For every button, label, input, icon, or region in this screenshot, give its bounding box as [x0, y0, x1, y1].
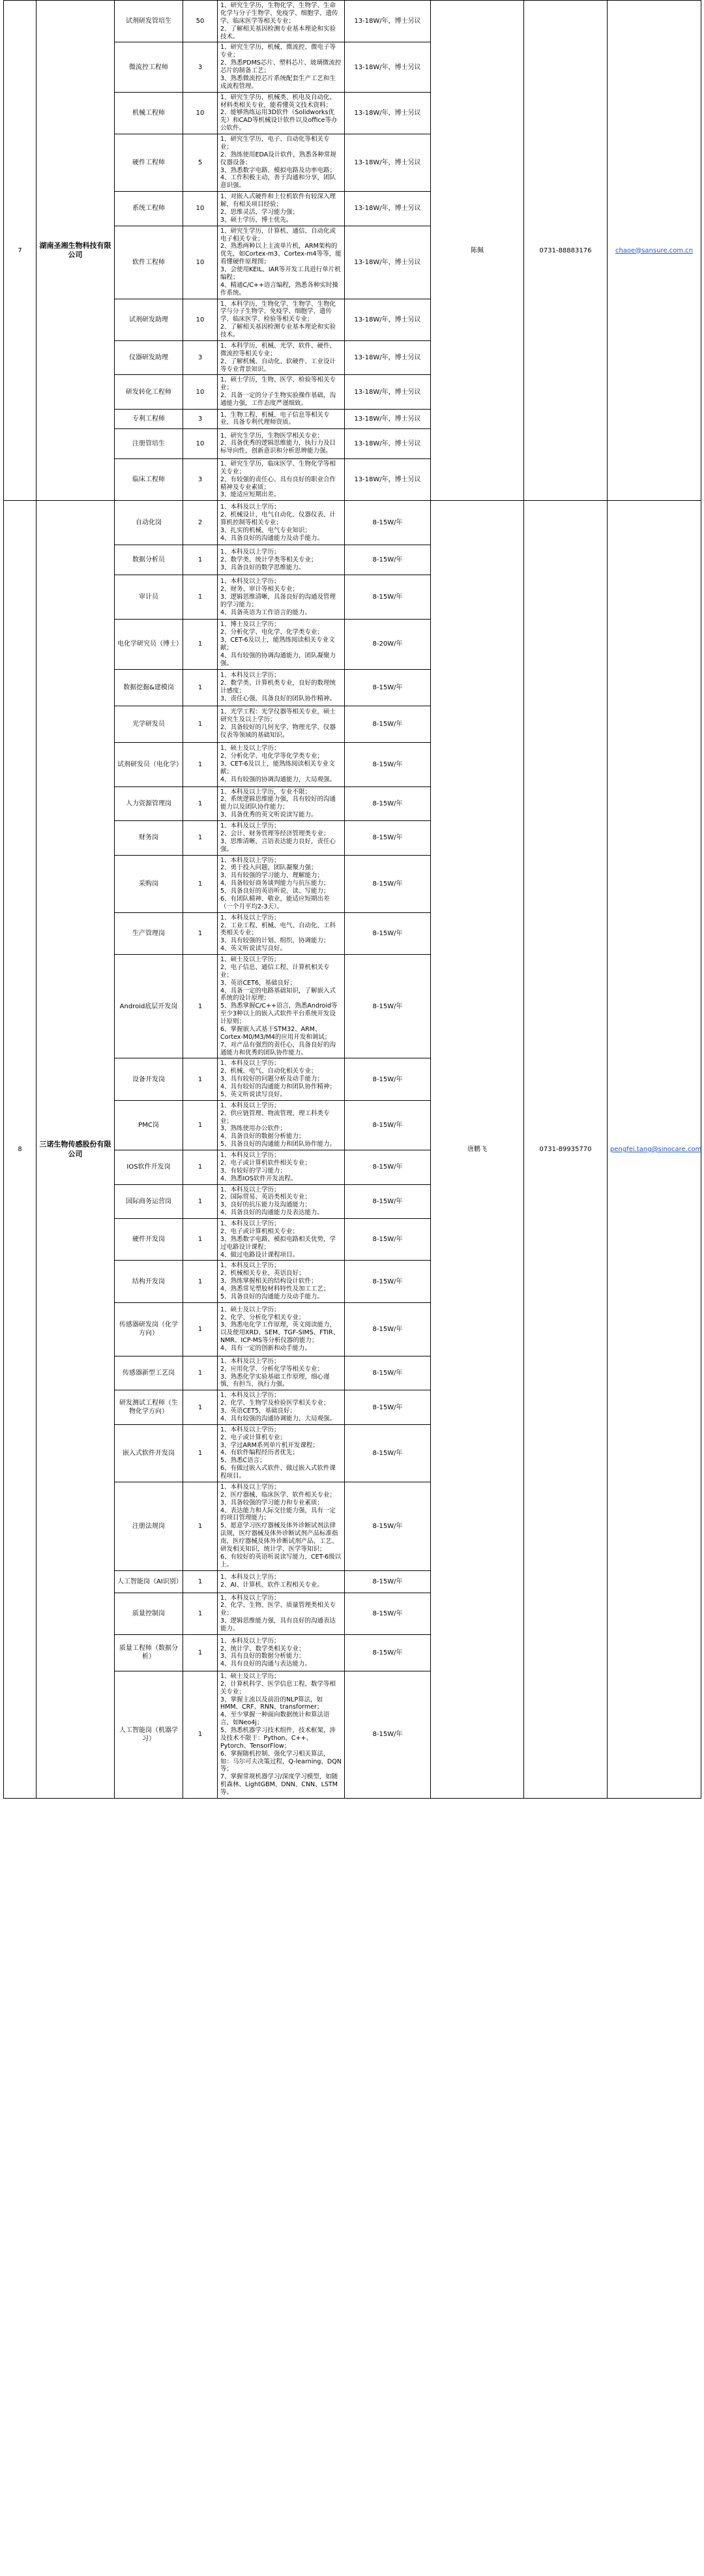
job-count: 1: [183, 1261, 218, 1302]
job-salary: 8-15W/年: [345, 1184, 431, 1219]
job-count: 50: [183, 1, 218, 42]
job-title: 数据分析员: [115, 545, 183, 575]
job-title: 临床工程师: [115, 458, 183, 500]
job-count: 3: [183, 409, 218, 428]
job-title: 微流控工程师: [115, 42, 183, 92]
job-salary: 8-15W/年: [345, 706, 431, 742]
job-requirements: 1、本科及以上学历，专业不限； 2、系统逻辑思维能力强，具有较好的沟通能力以及团队协作能力； 3、具备优秀的英文听说读写能力。: [218, 786, 345, 821]
job-count: 1: [183, 1424, 218, 1482]
job-count: 1: [183, 855, 218, 912]
job-requirements: 1、博士及以上学历； 2、分析化学、电化学、化学类专业； 3、CET-6及以上，能熟练阅读相关专业文献； 4、具有较强的协调沟通能力，团队凝聚力强。: [218, 620, 345, 669]
contact-phone: 0731-88883176: [524, 1, 608, 501]
job-requirements: 1、研究生学历，生物医学相关专业； 2、具备优秀的逻辑思维能力，执行力及目标导向性，创新意识和分析思辨能力强。: [218, 428, 345, 458]
job-count: 1: [183, 706, 218, 742]
job-requirements: 1、硕士学历，生物、医学、检验等相关专业； 2、具备一定的分子生物实验操作基础，沟通能力强，工作态度严谨细致。: [218, 375, 345, 410]
job-requirements: 1、研究生学历，电子、自动化等相关专业； 2、熟练使用EDA设计软件，熟悉各种常规仪器设备； 3、熟悉数字电路、模拟电路及功率电路； 4、工作积极主动，善于沟通和分享，团队意识强。: [218, 134, 345, 192]
job-count: 10: [183, 299, 218, 340]
job-count: 3: [183, 458, 218, 500]
job-title: 硬件工程师: [115, 134, 183, 192]
job-count: 1: [183, 1184, 218, 1219]
job-salary: 8-15W/年: [345, 1150, 431, 1185]
job-salary: 13-18W/年，博士另议: [345, 1, 431, 42]
job-salary: 13-18W/年，博士另议: [345, 92, 431, 134]
job-requirements: 1、研究生学历，计算机、通信、自动化或电子相关专业； 2、熟悉两种以上主流单片机，ARM架构的优先，如Cortex-m3、Cortex-m4等等，能看懂硬件原理图； 3、会使用KEIL、IAR等开发工具进行单片机编程； 4、精通C/C++语言编程，熟悉各种实时操作系统。: [218, 226, 345, 299]
job-salary: 8-15W/年: [345, 786, 431, 821]
job-requirements: 1、本科学历，机械、光学、软件、硬件、微流控等相关专业； 2、了解机械、自动化、软硬件、工业设计等专业背景知识。: [218, 340, 345, 375]
job-requirements: 1、研究生学历，机械、微流控、微电子等专业； 2、熟悉PDMS芯片、塑料芯片、玻璃微流控芯片的制备工艺； 3、熟悉微流控芯片系统配套生产工艺和生成流程管理。: [218, 42, 345, 92]
job-requirements: 1、本科及以上学历； 2、财务、审计等相关专业； 3、逻辑思维清晰，具备良好的沟通及管理的学习能力； 4、具备英语为工作语言的能力。: [218, 575, 345, 620]
job-requirements: 1、本科及以上学历； 2、供应链管理、物流管理、理工科类专业； 3、熟练使用办公软件； 4、具备良好的数据分析能力； 5、具备良好的沟通能力和团队协作能力。: [218, 1100, 345, 1150]
job-title: 研发测试工程师（生物化学方向）: [115, 1390, 183, 1425]
job-title: 人工智能岗（AI识别）: [115, 1570, 183, 1593]
job-title: IOS软件开发岗: [115, 1150, 183, 1185]
job-salary: 8-15W/年: [345, 1219, 431, 1261]
job-count: 1: [183, 545, 218, 575]
job-salary: 8-15W/年: [345, 1671, 431, 1798]
job-count: 1: [183, 821, 218, 856]
job-salary: 8-15W/年: [345, 575, 431, 620]
job-count: 1: [183, 1150, 218, 1185]
job-salary: 13-18W/年，博士另议: [345, 340, 431, 375]
job-title: 机械工程师: [115, 92, 183, 134]
job-requirements: 1、本科及以上学历； 2、勇于投入问题，团队凝聚力强； 3、具有较强的学习能力、理解能力； 4、具备较好商务谈判能力与抗压能力； 5、具备良好的英语听说、读、写能力； 6、有团队精神、敬业，能适应短期出差（一个月平均2-3天）。: [218, 855, 345, 912]
job-count: 1: [183, 575, 218, 620]
job-count: 1: [183, 1058, 218, 1100]
job-title: 试剂研发员（电化学）: [115, 742, 183, 786]
job-title: 电化学研究员（博士）: [115, 620, 183, 669]
job-title: 光学研发员: [115, 706, 183, 742]
job-salary: 8-15W/年: [345, 1390, 431, 1425]
job-salary: 8-15W/年: [345, 1424, 431, 1482]
job-salary: 8-15W/年: [345, 1261, 431, 1302]
job-requirements: 1、硕士及以上学历； 2、化学、分析化学相关专业； 3、熟悉电化学工作原理，英文阅读能力，以及使用XRD、SEM、TGF-SIMS、FTIR、NMR、ICP-MS等分析仪器的能力； 4、具有一定的创新和动手能力。: [218, 1302, 345, 1356]
job-salary: 13-18W/年，博士另议: [345, 458, 431, 500]
job-count: 1: [183, 1302, 218, 1356]
job-requirements: 1、研究生学历，生物化学、生物学、生命化学与分子生物学、免疫学、细胞学、遗传学、临床医学等相关专业； 2、了解相关基因检测专业基本理论和实验技术。: [218, 1, 345, 42]
job-title: 嵌入式软件开发岗: [115, 1424, 183, 1482]
job-count: 3: [183, 340, 218, 375]
job-requirements: 1、本科及以上学历； 2、化学、生物学及检验医学相关专业； 3、英语CET5，基础良好； 4、具有较强的沟通协调能力，大局观强。: [218, 1390, 345, 1425]
job-title: 注册管培生: [115, 428, 183, 458]
job-count: 1: [183, 1100, 218, 1150]
job-salary: 13-18W/年，博士另议: [345, 42, 431, 92]
job-count: 1: [183, 1219, 218, 1261]
job-listing-table: [3, 0, 701, 1799]
job-count: 5: [183, 134, 218, 192]
job-salary: 13-18W/年，博士另议: [345, 409, 431, 428]
job-salary: 8-15W/年: [345, 1593, 431, 1634]
job-title: 试剂研发管培生: [115, 1, 183, 42]
job-requirements: 1、对嵌入式硬件和上位机软件有较深入理解，有相关项目经验； 2、思维灵活，学习能力强； 3、硕士学历，博士优先。: [218, 192, 345, 226]
job-title: 质量控制岗: [115, 1593, 183, 1634]
job-count: 10: [183, 226, 218, 299]
job-title: 人力资源管理岗: [115, 786, 183, 821]
job-salary: 8-15W/年: [345, 1482, 431, 1570]
job-title: 研发转化工程师: [115, 375, 183, 410]
job-title: 结构开发岗: [115, 1261, 183, 1302]
job-title: 注册法规岗: [115, 1482, 183, 1570]
job-salary: 8-15W/年: [345, 855, 431, 912]
job-requirements: 1、本科及以上学历； 2、化学、生物、医学、质量管理类相关专业； 3、逻辑思维能力强，具有良好的沟通表达能力。: [218, 1593, 345, 1634]
job-salary: 8-15W/年: [345, 1100, 431, 1150]
company-index: 8: [4, 501, 37, 1799]
job-title: 设备开发岗: [115, 1058, 183, 1100]
job-count: 2: [183, 501, 218, 545]
job-count: 1: [183, 1482, 218, 1570]
job-salary: 8-15W/年: [345, 1570, 431, 1593]
job-requirements: 1、本科及以上学历； 2、机械、电气、自动化相关专业； 3、具有较好的问题分析及动手能力； 4、具有较好的沟通能力和团队协作精神； 5、英文听说读写良好。: [218, 1058, 345, 1100]
job-title: 国际商务运营岗: [115, 1184, 183, 1219]
job-count: 1: [183, 1570, 218, 1593]
job-title: 系统工程师: [115, 192, 183, 226]
job-requirements: 1、本科及以上学历； 2、电子或计算机专业； 3、学过ARM系列单片机开发课程； 4、有软件编程经历者优先； 5、熟悉C语言； 6、有做过嵌入式软件、做过嵌入式软件课程项目。: [218, 1424, 345, 1482]
job-salary: 13-18W/年，博士另议: [345, 226, 431, 299]
job-count: 1: [183, 912, 218, 954]
job-count: 10: [183, 428, 218, 458]
job-count: 1: [183, 955, 218, 1058]
job-requirements: 1、硕士及以上学历； 2、分析化学、电化学等化学类专业； 3、CET-6及以上，能熟练阅读相关专业文献； 4、具有较强的协调沟通能力，大局观强。: [218, 742, 345, 786]
job-title: 生产管理岗: [115, 912, 183, 954]
job-salary: 8-20W/年: [345, 620, 431, 669]
job-salary: 13-18W/年，博士另议: [345, 428, 431, 458]
job-salary: 13-18W/年，博士另议: [345, 192, 431, 226]
job-requirements: 1、本科及以上学历； 2、AI、计算机、软件工程相关专业。: [218, 1570, 345, 1593]
job-salary: 13-18W/年，博士另议: [345, 375, 431, 410]
job-salary: 8-15W/年: [345, 742, 431, 786]
job-title: 自动化岗: [115, 501, 183, 545]
job-title: 审计员: [115, 575, 183, 620]
contact-person: 唐鹏飞: [431, 501, 524, 1799]
job-requirements: 1、本科及以上学历； 2、统计学、数学类相关专业； 3、具有良好的数据分析能力； 4、具有良好的沟通与表达能力。: [218, 1634, 345, 1671]
job-title: Android底层开发岗: [115, 955, 183, 1058]
job-count: 1: [183, 1671, 218, 1798]
job-count: 1: [183, 1390, 218, 1425]
job-requirements: 1、生物工程、机械、电子信息等相关专业，具备专利代理师资质。: [218, 409, 345, 428]
contact-email-link[interactable]: pengfei.tang@sinocare.com: [608, 501, 701, 1799]
job-requirements: 1、硕士及以上学历； 2、电子信息、通信工程、计算机相关专业； 3、英语CET6，基础良好； 4、具备一定的电路基础知识，了解嵌入式系统的设计原理； 5、熟悉掌握C/C++语言，熟悉Android等至少3种以上的嵌入式软件平台系统开发设计原则； 6、掌握嵌入式基于STM32、ARM、Cortex-M0/M3/M4的应用开发和调试； 7、对产品有强烈的责任心，具备良好的沟通能力和优秀的团队协作能力。: [218, 955, 345, 1058]
job-title: 传感器新型工艺岗: [115, 1356, 183, 1390]
job-requirements: 1、本科及以上学历； 2、机械相关专业，英语良好； 3、熟练掌握相关的结构设计软件； 4、熟悉常见塑胶材料特性及加工工艺； 5、具备良好的沟通能力及动手能力。: [218, 1261, 345, 1302]
job-salary: 8-15W/年: [345, 501, 431, 545]
job-requirements: 1、本科学历，生物化学、生物学、生物化学与分子生物学、免疫学、细胞学、遗传学、临床医学、检验等相关专业； 2、了解相关基因检测专业基本理论和实验技术。: [218, 299, 345, 340]
job-requirements: 1、本科及以上学历； 2、机械设计、电气自动化、仪器仪表、计算机控制等相关专业； 3、扎实的机械、电气专业知识； 4、具备良好的沟通能力及动手能力。: [218, 501, 345, 545]
job-salary: 8-15W/年: [345, 1302, 431, 1356]
job-count: 1: [183, 620, 218, 669]
job-requirements: 1、本科及以上学历； 2、电子或计算机软件相关专业； 3、有较好的学习能力； 4、熟悉IOS软件开发流程。: [218, 1150, 345, 1185]
job-title: PMC岗: [115, 1100, 183, 1150]
job-requirements: 1、本科及以上学历； 2、会计、财务管理等经济管理类专业； 3、思维清晰，言语表达能力良好，责任心强。: [218, 821, 345, 856]
job-requirements: 1、本科及以上学历； 2、数学类、统计学类等相关专业； 3、具备良好的数学思维能力。: [218, 545, 345, 575]
job-requirements: 1、本科及以上学历； 2、工业工程、机械、电气、自动化、工科类相关专业； 3、具有较强的计划、组织、协调能力； 4、英文听说读写良好。: [218, 912, 345, 954]
job-salary: 13-18W/年，博士另议: [345, 134, 431, 192]
job-count: 1: [183, 786, 218, 821]
job-salary: 8-15W/年: [345, 1356, 431, 1390]
job-title: 财务岗: [115, 821, 183, 856]
job-count: 10: [183, 192, 218, 226]
job-title: 硬件开发岗: [115, 1219, 183, 1261]
company-name: 湖南圣湘生物科技有限公司: [37, 1, 115, 501]
job-requirements: 1、本科及以上学历； 2、医疗器械、临床医学、软件相关专业； 3、具备较强的学习能力和专业素质； 4、表达能力和人际交往能力强，具有一定的项目管理能力； 5、愿意学习医疗器械及体外诊断试剂法律法规，医疗器械及体外诊断试剂产品标准指南，医疗器械及体外诊断试剂产品、工艺、研发相关知识，统计学、医学等知识； 6、有较好的英语听说读写能力，CET-6级以上。: [218, 1482, 345, 1570]
job-salary: 8-15W/年: [345, 669, 431, 706]
job-title: 试剂研发助理: [115, 299, 183, 340]
job-salary: 8-15W/年: [345, 955, 431, 1058]
company-index: 7: [4, 1, 37, 501]
contact-email-link[interactable]: chaoe@sansure.com.cn: [608, 1, 701, 501]
job-count: 1: [183, 1634, 218, 1671]
job-requirements: 1、本科及以上学历； 2、电子或计算机相关专业； 3、熟悉数字电路、模拟电路相关优势，学过电路设计课程； 4、做过电路设计课程项目。: [218, 1219, 345, 1261]
job-requirements: 1、本科及以上学历； 2、应用化学、分析化学等相关专业； 3、熟悉化学实验基础工作原理，细心谨慎，有担当，执行力强。: [218, 1356, 345, 1390]
job-count: 1: [183, 742, 218, 786]
job-salary: 13-18W/年，博士另议: [345, 299, 431, 340]
job-count: 1: [183, 1593, 218, 1634]
job-count: 3: [183, 42, 218, 92]
job-title: 软件工程师: [115, 226, 183, 299]
table-row: [4, 501, 701, 545]
job-salary: 8-15W/年: [345, 912, 431, 954]
contact-person: 陈佩: [431, 1, 524, 501]
job-title: 传感器研发岗（化学方向）: [115, 1302, 183, 1356]
job-title: 专利工程师: [115, 409, 183, 428]
job-title: 人工智能岗（机器学习）: [115, 1671, 183, 1798]
job-title: 质量工程师（数据分析）: [115, 1634, 183, 1671]
job-requirements: 1、本科及以上学历； 2、数学类、计算机类专业，良好的数理统计感度； 3、责任心强，具备良好的团队协作精神。: [218, 669, 345, 706]
job-requirements: 1、研究生学历，临床医学、生物化学等相关专业； 2、有较强的责任心、具有良好的职业合作精神及专业素质； 3、能适应短期出差。: [218, 458, 345, 500]
job-requirements: 1、研究生学历，机械类、机电及自动化、材料类相关专业，能看懂英文技术资料； 2、能够熟练运用3D软件（Solidworks优先）和CAD等机械设计软件以及office等办公软件。: [218, 92, 345, 134]
job-salary: 8-15W/年: [345, 545, 431, 575]
job-requirements: 1、光学工程：光学仪器等相关专业，硕士研究生及以上学历； 2、具备较好的几何光学、物理光学、仪器仪表等领域的基础知识。: [218, 706, 345, 742]
table-row: [4, 1, 701, 42]
job-title: 仪器研发助理: [115, 340, 183, 375]
job-requirements: 1、本科及以上学历； 2、国际贸易、英语类相关专业； 3、良好的抗压能力及沟通能力； 4、具备良好的沟通能力及表达能力。: [218, 1184, 345, 1219]
job-count: 1: [183, 1356, 218, 1390]
job-count: 1: [183, 669, 218, 706]
job-title: 数据挖掘&建模岗: [115, 669, 183, 706]
job-title: 采购岗: [115, 855, 183, 912]
job-count: 10: [183, 375, 218, 410]
job-salary: 8-15W/年: [345, 1058, 431, 1100]
company-name: 三诺生物传感股份有限公司: [37, 501, 115, 1799]
contact-phone: 0731-89935770: [524, 501, 608, 1799]
job-salary: 8-15W/年: [345, 821, 431, 856]
job-salary: 8-15W/年: [345, 1634, 431, 1671]
job-count: 10: [183, 92, 218, 134]
job-requirements: 1、硕士及以上学历； 2、计算机科学、医学信息工程、数学等相关专业； 3、掌握主流以及前沿的NLP算法，如HMM、CRF、RNN、transformer； 4、至少掌握一种面向数据统计和算法语言，如Neo4j； 5、熟悉机器学习技术组件，技术框架，涉及技术不限于：Python、C++、Pytorch、TensorFlow； 6、掌握随机控制、强化学习相关算法，如：马尔可夫决策过程，Q-learning、DQN等； 7、掌握常规机器学习/深度学习模型，如随机森林、LightGBM、DNN、CNN、LSTM等。: [218, 1671, 345, 1798]
